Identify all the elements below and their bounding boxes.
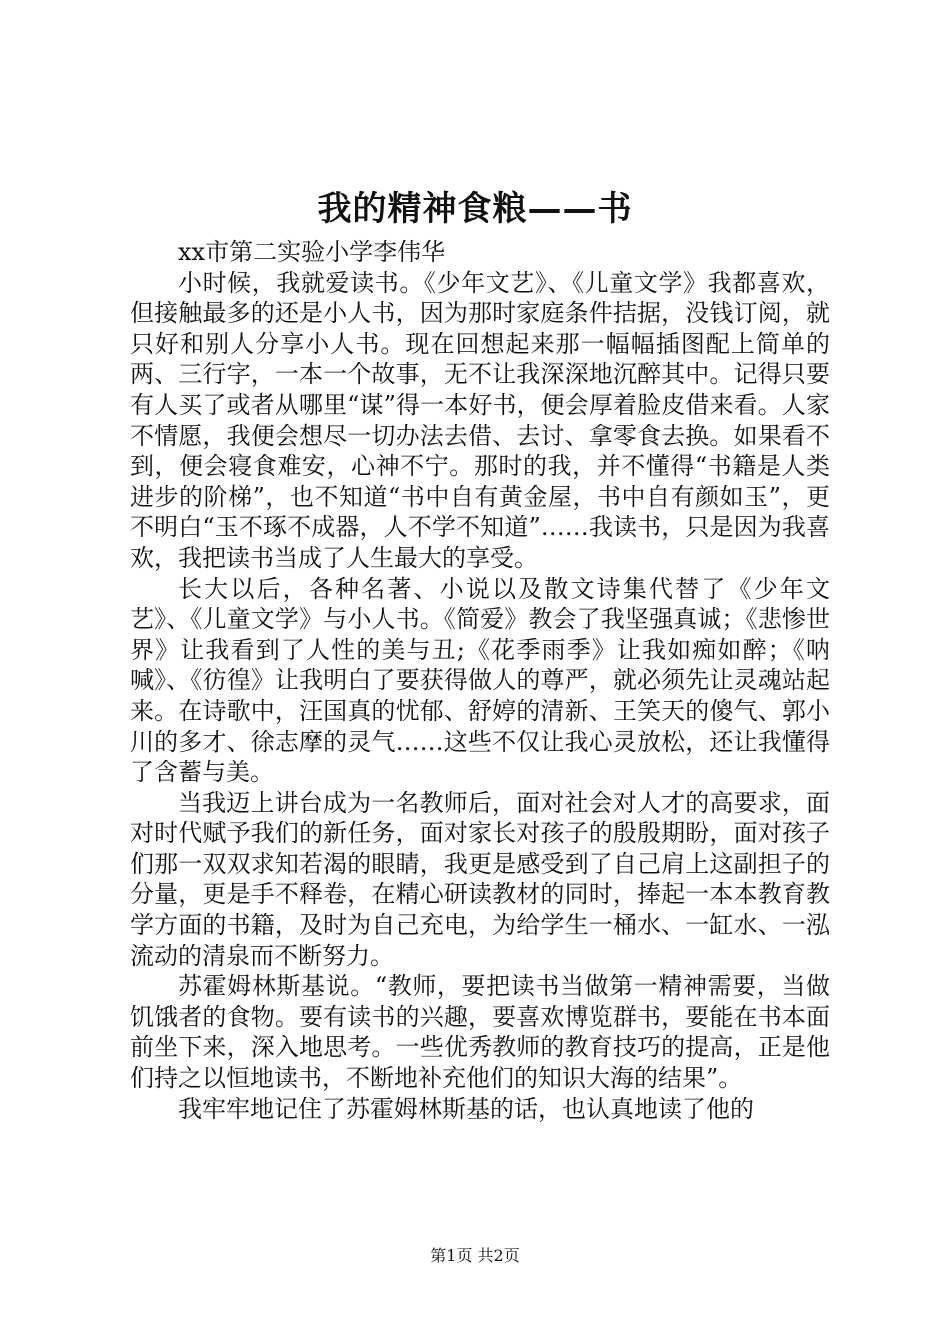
author-line: xx市第二实验小学李伟华 [178,238,446,266]
document-title: 我的精神食粮——书 [317,189,633,229]
paragraph: 苏霍姆林斯基说。“教师，要把读书当做第一精神需要，当做饥饿者的食物。要有读书的兴趣，要喜欢博览群书，要能在书本面前坐下来，深入地思考。一些优秀教师的教育技巧的提高，正是他们持之以恒地读书，不断地补充他们的知识大海的结果”。 [130,972,830,1093]
paragraph: 长大以后，各种名著、小说以及散文诗集代替了《少年文艺》、《儿童文学》与小人书。《简爱》教会了我坚强真诚；《悲惨世界》让我看到了人性的美与丑;《花季雨季》让我如痴如醉；《呐喊》、《彷徨》让我明白了要获得做人的尊严，就必须先让灵魂站起来。在诗歌中，汪国真的忧郁、舒婷的清新、王笑天的傻气、郭小川的多才、徐志摩的灵气……这些不仅让我心灵放松，还让我懂得了含蓄与美。 [130,574,830,787]
document-body [130,237,830,1124]
page-footer: 第1页 共2页 [430,1246,520,1265]
paragraph: 当我迈上讲台成为一名教师后，面对社会对人才的高要求，面对时代赋予我们的新任务，面对家长对孩子的殷殷期盼，面对孩子们那一双双求知若渴的眼睛，我更是感受到了自己肩上这副担子的分量，更是手不释卷，在精心研读教材的同时，捧起一本本教育教学方面的书籍，及时为自己充电，为给学生一桶水、一缸水、一泓流动的清泉而不断努力。 [130,788,830,970]
paragraph: 小时候，我就爱读书。《少年文艺》、《儿童文学》我都喜欢，但接触最多的还是小人书，因为那时家庭条件拮据，没钱订阅，就只好和别人分享小人书。现在回想起来那一幅幅插图配上简单的两、三行字，一本一个故事，无不让我深深地沉醉其中。记得只要有人买了或者从哪里“谋”得一本好书，便会厚着脸皮借来看。人家不情愿，我便会想尽一切办法去借、去讨、拿零食去换。如果看不到，便会寝食难安，心神不宁。那时的我，并不懂得“书籍是人类进步的阶梯”，也不知道“书中自有黄金屋，书中自有颜如玉”，更不明白“玉不琢不成器，人不学不知道”……我读书，只是因为我喜欢，我把读书当成了人生最大的享受。 [130,268,830,572]
paragraph: 我牢牢地记住了苏霍姆林斯基的话，也认真地读了他的 [178,1094,754,1123]
